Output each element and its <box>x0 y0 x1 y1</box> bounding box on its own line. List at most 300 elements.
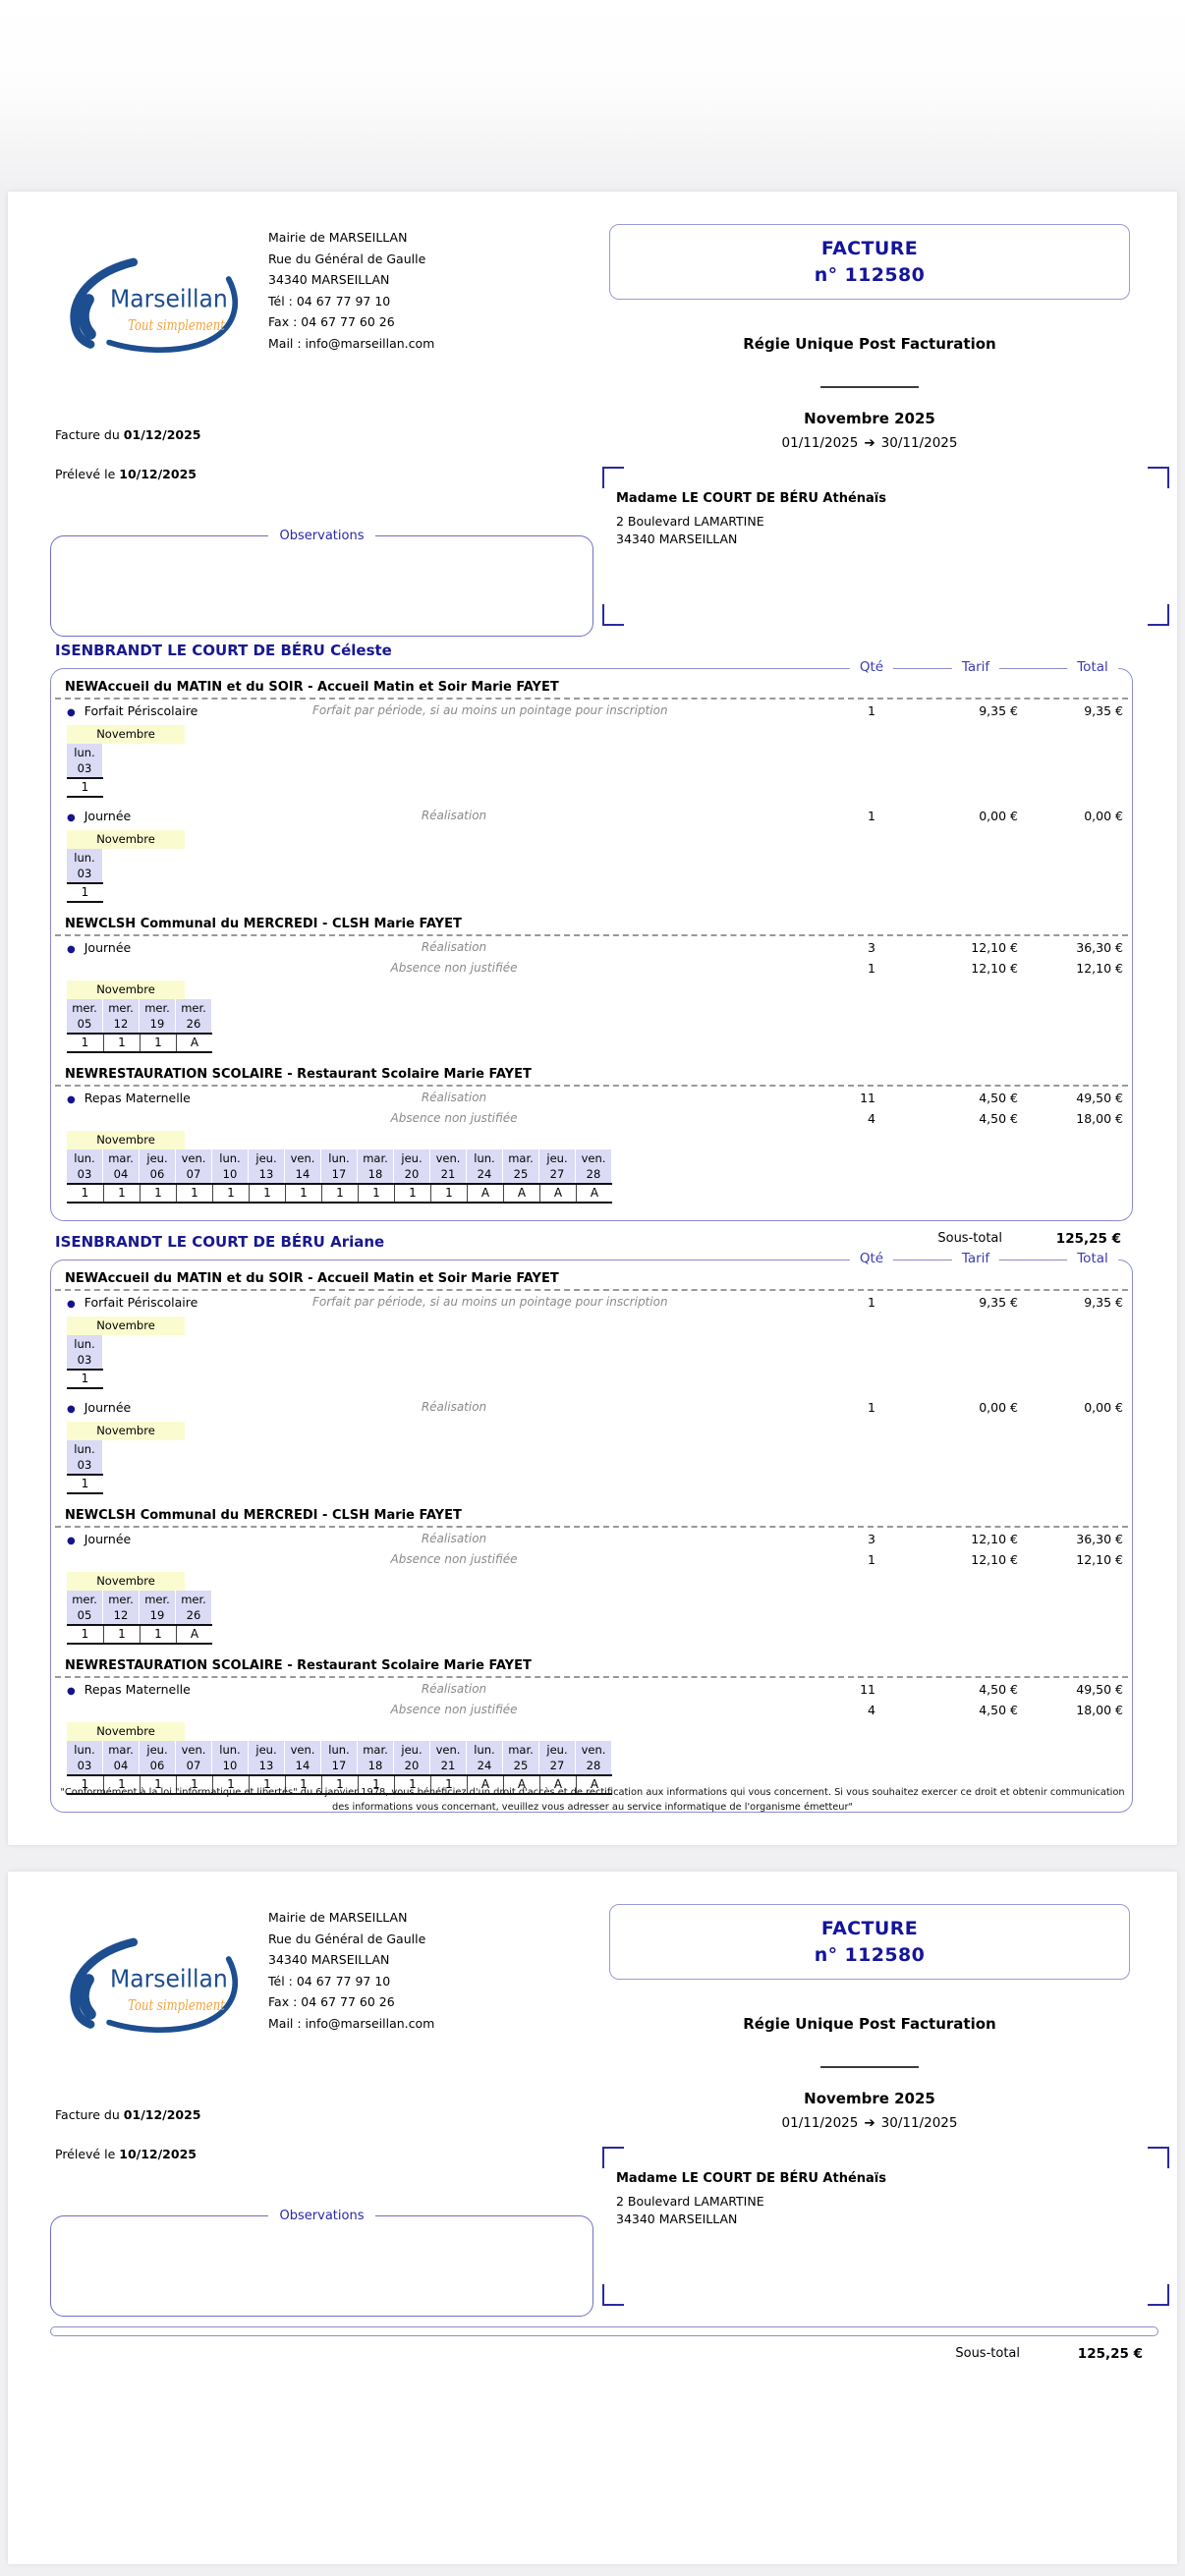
calendar-day-cell <box>140 1149 176 1183</box>
total-cell: 36,30 € <box>1076 1532 1123 1546</box>
attendance-value: 1 <box>321 1776 358 1793</box>
issuer-line: Tél : 04 67 77 97 10 <box>268 1973 391 1988</box>
background-fade <box>0 0 1185 192</box>
line-description: Absence non justifiée <box>390 1703 518 1716</box>
day-number: 17 <box>331 1759 347 1772</box>
line-description: Absence non justifiée <box>390 1552 518 1566</box>
attendance-value: A <box>467 1185 503 1202</box>
attendance-value: 1 <box>140 1035 176 1051</box>
attendance-value: 1 <box>321 1185 358 1202</box>
day-name: lun. <box>328 1743 350 1757</box>
day-name: lun. <box>74 1743 95 1757</box>
dashed-divider <box>55 934 1128 936</box>
dashed-divider <box>55 1289 1128 1291</box>
tarif-cell: 12,10 € <box>971 961 1018 976</box>
invoice-date-line <box>55 427 201 442</box>
tarif-cell: 4,50 € <box>979 1682 1018 1697</box>
attendance-value: A <box>539 1776 576 1793</box>
day-name: mer. <box>144 1001 170 1015</box>
issuer-address-block <box>268 227 434 354</box>
subtotal-label: Sous-total <box>955 2346 1020 2361</box>
period-month: Novembre 2025 <box>804 2090 935 2107</box>
recipient-address <box>616 2193 764 2228</box>
row-right-pad <box>1123 807 1134 827</box>
day-name: lun. <box>328 1151 350 1165</box>
calendar-day-cell <box>67 1741 103 1774</box>
day-name: ven. <box>435 1743 461 1757</box>
activity-name: Journée <box>84 809 132 823</box>
calendar-value-row <box>67 1185 612 1204</box>
day-name: jeu. <box>146 1743 168 1757</box>
day-number: 06 <box>149 1167 165 1181</box>
debit-date-line <box>55 2147 197 2161</box>
issuer-line: Mail : info@marseillan.com <box>268 335 435 351</box>
calendar-day-cell <box>467 1149 503 1183</box>
attendance-value: 1 <box>285 1776 321 1793</box>
day-number: 21 <box>440 1167 456 1181</box>
day-name: mer. <box>181 1593 206 1606</box>
day-number: 04 <box>113 1167 129 1181</box>
calendar-month-label: Novembre <box>67 1131 185 1149</box>
billing-table <box>50 659 1133 1221</box>
attendance-value: 1 <box>394 1776 430 1793</box>
row-right-pad <box>1123 1398 1134 1419</box>
calendar-month-label: Novembre <box>67 1572 185 1591</box>
period-end: 30/11/2025 <box>880 2115 958 2131</box>
activity-cell <box>51 1109 312 1128</box>
calendar-day-cell <box>67 1440 103 1474</box>
total-cell: 0,00 € <box>1084 1400 1123 1415</box>
attendance-value: 1 <box>176 1185 212 1202</box>
billing-table <box>50 1251 1133 1813</box>
issuer-line: Rue du Général de Gaulle <box>268 251 426 266</box>
attendance-value: A <box>503 1776 539 1793</box>
calendar-day-cell <box>212 1149 249 1183</box>
day-name: mer. <box>181 1001 206 1015</box>
day-name: jeu. <box>255 1151 277 1165</box>
day-number: 07 <box>186 1759 201 1772</box>
day-name: ven. <box>181 1743 206 1757</box>
attendance-value: 1 <box>81 1477 89 1490</box>
marseillan-logo <box>55 251 242 363</box>
day-number: 13 <box>258 1759 274 1772</box>
activity-cell <box>51 1530 312 1550</box>
attendance-value: 1 <box>249 1776 285 1793</box>
regie-title: Régie Unique Post Facturation <box>743 2015 996 2033</box>
calendar-day-cell <box>140 1741 176 1774</box>
tarif-cell: 9,35 € <box>979 1295 1018 1310</box>
activity-cell <box>51 1680 312 1701</box>
debit-date-line <box>55 467 197 481</box>
quantity-cell: 3 <box>868 940 875 955</box>
corner-bracket-bottom-left-icon <box>602 604 624 626</box>
bullet-icon: ● <box>67 1536 76 1546</box>
invoice-number-box <box>609 1904 1130 1980</box>
calendar-value-row <box>67 1476 103 1494</box>
day-number: 07 <box>186 1167 201 1181</box>
calendar-value-row <box>67 779 103 798</box>
day-name: lun. <box>74 1442 95 1456</box>
period-start: 01/11/2025 <box>781 435 859 451</box>
invoice-page-1 <box>8 192 1177 1845</box>
tarif-cell: 9,35 € <box>979 703 1018 718</box>
attendance-calendar <box>67 1422 1132 1494</box>
billing-row <box>51 701 1132 722</box>
issuer-address-block <box>268 1907 434 2034</box>
period-range <box>609 2115 1130 2131</box>
bullet-icon: ● <box>67 1404 76 1415</box>
day-number: 24 <box>477 1759 492 1772</box>
corner-bracket-top-right-icon <box>1148 2147 1169 2168</box>
activity-cell <box>51 1550 312 1569</box>
total-cell: 12,10 € <box>1076 961 1123 976</box>
day-name: mer. <box>72 1593 97 1606</box>
issuer-line: Fax : 04 67 77 60 26 <box>268 1994 395 2009</box>
recipient-street: 2 Boulevard LAMARTINE <box>616 514 764 529</box>
corner-bracket-top-right-icon <box>1148 467 1169 488</box>
attendance-value: 1 <box>81 1777 89 1791</box>
calendar-day-cell <box>103 1741 140 1774</box>
section-child-name: ISENBRANDT LE COURT DE BÉRU Céleste <box>55 642 392 659</box>
calendar-day-cell <box>576 1741 612 1774</box>
calendar-day-cell <box>285 1149 321 1183</box>
billing-row <box>51 1109 1132 1128</box>
calendar-value-row <box>67 1035 212 1053</box>
attendance-value: 1 <box>212 1185 249 1202</box>
section-child-name: ISENBRANDT LE COURT DE BÉRU Ariane <box>55 1233 385 1251</box>
tarif-cell: 0,00 € <box>979 809 1018 823</box>
day-name: mer. <box>108 1001 134 1015</box>
calendar-month-label: Novembre <box>67 1316 185 1335</box>
day-number: 03 <box>77 1759 92 1772</box>
calendar-day-cell <box>67 1591 103 1624</box>
day-name: jeu. <box>401 1743 423 1757</box>
activity-name: Journée <box>84 940 132 955</box>
invoice-date-label: Facture du <box>55 2107 120 2122</box>
attendance-value: 1 <box>81 1627 89 1641</box>
bullet-icon: ● <box>67 1094 76 1105</box>
tarif-cell: 12,10 € <box>971 940 1018 955</box>
bullet-icon: ● <box>67 1686 76 1697</box>
day-name: mar. <box>108 1151 134 1165</box>
issuer-line: Mairie de MARSEILLAN <box>268 1910 408 1925</box>
attendance-value: 1 <box>430 1776 467 1793</box>
attendance-value: 1 <box>81 780 89 794</box>
day-number: 03 <box>77 1458 92 1472</box>
day-number: 06 <box>149 1759 165 1772</box>
calendar-day-cell <box>358 1149 394 1183</box>
debit-date-value: 10/12/2025 <box>119 467 197 481</box>
corner-bracket-bottom-right-icon <box>1148 2284 1169 2306</box>
calendar-day-cell <box>67 1335 103 1369</box>
issuer-line: Fax : 04 67 77 60 26 <box>268 314 395 329</box>
day-name: lun. <box>74 746 95 759</box>
billing-section <box>50 1233 1133 1813</box>
empty-table-divider <box>50 2326 1158 2336</box>
divider <box>820 2066 919 2068</box>
issuer-line: 34340 MARSEILLAN <box>268 272 390 287</box>
recipient-street: 2 Boulevard LAMARTINE <box>616 2194 764 2209</box>
day-number: 18 <box>367 1759 383 1772</box>
billing-row <box>51 1530 1132 1550</box>
day-number: 14 <box>295 1167 310 1181</box>
recipient-address-block <box>602 467 1169 626</box>
attendance-value: 1 <box>430 1185 467 1202</box>
day-name: jeu. <box>546 1151 568 1165</box>
calendar-day-row <box>67 1440 103 1476</box>
line-description: Réalisation <box>421 1532 487 1545</box>
column-header-tarif: Tarif <box>952 1251 999 1266</box>
line-description: Réalisation <box>421 1091 487 1104</box>
attendance-value: A <box>576 1185 612 1202</box>
line-description: Réalisation <box>421 1682 487 1696</box>
row-right-pad <box>1123 701 1134 722</box>
day-number: 04 <box>113 1759 129 1772</box>
attendance-value: 1 <box>103 1035 140 1051</box>
svg-text:Marseillan: Marseillan <box>110 284 228 313</box>
day-name: lun. <box>74 1337 95 1351</box>
day-number: 12 <box>113 1608 129 1622</box>
calendar-day-cell <box>576 1149 612 1183</box>
quantity-cell: 1 <box>868 703 875 718</box>
dashed-divider <box>55 698 1128 700</box>
activity-cell <box>51 959 312 978</box>
bullet-icon: ● <box>67 944 76 955</box>
attendance-value: 1 <box>140 1185 176 1202</box>
corner-bracket-bottom-right-icon <box>1148 604 1169 626</box>
issuer-line: Tél : 04 67 77 97 10 <box>268 293 391 308</box>
period-range <box>609 435 1130 451</box>
attendance-value: A <box>176 1035 212 1051</box>
calendar-day-cell <box>467 1741 503 1774</box>
attendance-calendar <box>67 830 1132 903</box>
invoice-title: FACTURE <box>820 238 919 259</box>
observations-box <box>50 529 593 637</box>
recipient-address-block <box>602 2147 1169 2306</box>
total-cell: 9,35 € <box>1084 1295 1123 1310</box>
total-cell: 9,35 € <box>1084 703 1123 718</box>
attendance-value: A <box>467 1776 503 1793</box>
day-number: 13 <box>258 1167 274 1181</box>
calendar-day-cell <box>394 1741 430 1774</box>
calendar-day-cell <box>103 1149 140 1183</box>
invoice-title: FACTURE <box>820 1918 919 1939</box>
billing-row <box>51 1089 1132 1109</box>
day-number: 25 <box>513 1759 529 1772</box>
day-name: jeu. <box>401 1151 423 1165</box>
calendar-day-cell <box>503 1149 539 1183</box>
attendance-value: 1 <box>285 1185 321 1202</box>
svg-text:Tout simplement: Tout simplement <box>128 1996 226 2015</box>
calendar-day-cell <box>140 999 176 1033</box>
calendar-day-cell <box>176 1741 212 1774</box>
issuer-line: 34340 MARSEILLAN <box>268 1952 390 1967</box>
attendance-value: 1 <box>140 1626 176 1643</box>
day-number: 19 <box>149 1017 165 1031</box>
arrow-right-icon: ➔ <box>864 2115 875 2131</box>
day-name: mer. <box>72 1001 97 1015</box>
bullet-icon: ● <box>67 1299 76 1310</box>
attendance-value: 1 <box>394 1185 430 1202</box>
calendar-day-row <box>67 1335 103 1371</box>
invoice-number-box <box>609 224 1130 300</box>
calendar-day-cell <box>394 1149 430 1183</box>
day-number: 24 <box>477 1167 492 1181</box>
day-name: lun. <box>474 1151 495 1165</box>
quantity-cell: 1 <box>868 1295 875 1310</box>
calendar-day-row <box>67 1741 612 1776</box>
activity-group-title: NEWCLSH Communal du MERCREDI - CLSH Marie FAYET <box>65 1508 462 1523</box>
row-right-pad <box>1123 1109 1134 1128</box>
calendar-day-row <box>67 849 103 884</box>
calendar-day-cell <box>212 1741 249 1774</box>
attendance-calendar <box>67 1572 1132 1645</box>
issuer-line: Mairie de MARSEILLAN <box>268 230 408 245</box>
day-number: 10 <box>222 1167 238 1181</box>
issuer-line: Rue du Général de Gaulle <box>268 1931 426 1946</box>
day-number: 10 <box>222 1759 238 1772</box>
attendance-value: A <box>576 1776 612 1793</box>
recipient-name: Madame LE COURT DE BÉRU Athénaïs <box>616 491 886 506</box>
dashed-divider <box>55 1085 1128 1087</box>
attendance-value: 1 <box>81 1036 89 1049</box>
calendar-month-label: Novembre <box>67 725 185 744</box>
line-description: Réalisation <box>421 940 487 954</box>
total-cell: 49,50 € <box>1076 1091 1123 1105</box>
invoice-date-value: 01/12/2025 <box>123 2107 201 2122</box>
day-name: lun. <box>219 1743 241 1757</box>
final-subtotal-row <box>50 2346 1158 2366</box>
day-name: ven. <box>581 1743 606 1757</box>
recipient-address <box>616 513 764 548</box>
day-number: 25 <box>513 1167 529 1181</box>
activity-cell <box>51 807 312 827</box>
day-number: 21 <box>440 1759 456 1772</box>
calendar-day-cell <box>67 999 103 1033</box>
row-right-pad <box>1123 938 1134 959</box>
day-number: 20 <box>404 1759 420 1772</box>
attendance-value: 1 <box>249 1185 285 1202</box>
invoice-header <box>8 192 1177 467</box>
quantity-cell: 3 <box>868 1532 875 1546</box>
attendance-value: 1 <box>81 1372 89 1385</box>
day-number: 28 <box>586 1759 601 1772</box>
attendance-calendar <box>67 1722 1132 1795</box>
day-name: mar. <box>508 1743 534 1757</box>
attendance-value: 1 <box>358 1185 394 1202</box>
attendance-value: 1 <box>212 1776 249 1793</box>
quantity-cell: 11 <box>860 1682 875 1697</box>
day-number: 17 <box>331 1167 347 1181</box>
calendar-day-cell <box>67 744 103 777</box>
dashed-divider <box>55 1526 1128 1528</box>
svg-text:Marseillan: Marseillan <box>110 1964 228 1993</box>
calendar-day-cell <box>176 1149 212 1183</box>
calendar-day-cell <box>67 849 103 882</box>
debit-date-value: 10/12/2025 <box>119 2147 197 2161</box>
subtotal-value: 125,25 € <box>1055 1231 1121 1247</box>
day-name: jeu. <box>546 1743 568 1757</box>
total-cell: 36,30 € <box>1076 940 1123 955</box>
calendar-day-cell <box>503 1741 539 1774</box>
activity-cell <box>51 1089 312 1109</box>
day-name: ven. <box>290 1743 315 1757</box>
recipient-city: 34340 MARSEILLAN <box>616 532 738 546</box>
total-cell: 0,00 € <box>1084 809 1123 823</box>
tarif-cell: 12,10 € <box>971 1532 1018 1546</box>
day-name: lun. <box>74 851 95 865</box>
quantity-cell: 11 <box>860 1091 875 1105</box>
attendance-calendar <box>67 980 1132 1053</box>
calendar-day-cell <box>321 1741 358 1774</box>
invoice-page-2 <box>8 1872 1177 2564</box>
day-name: ven. <box>581 1151 606 1165</box>
attendance-calendar <box>67 1131 1132 1204</box>
tarif-cell: 0,00 € <box>979 1400 1018 1415</box>
row-right-pad <box>1123 1680 1134 1701</box>
invoice-date-label: Facture du <box>55 427 120 442</box>
tarif-cell: 12,10 € <box>971 1552 1018 1567</box>
attendance-value: 1 <box>103 1626 140 1643</box>
issuer-line: Mail : info@marseillan.com <box>268 2015 435 2031</box>
recipient-city: 34340 MARSEILLAN <box>616 2212 738 2226</box>
tarif-cell: 4,50 € <box>979 1091 1018 1105</box>
invoice-number: n° 112580 <box>814 264 926 286</box>
activity-cell <box>51 1701 312 1719</box>
calendar-day-cell <box>430 1149 467 1183</box>
calendar-month-label: Novembre <box>67 1722 185 1741</box>
row-right-pad <box>1123 1089 1134 1109</box>
activity-name: Repas Maternelle <box>84 1682 191 1697</box>
day-number: 05 <box>77 1017 92 1031</box>
quantity-cell: 1 <box>868 1400 875 1415</box>
line-description: Absence non justifiée <box>390 1111 518 1125</box>
day-number: 03 <box>77 1167 92 1181</box>
day-name: lun. <box>219 1151 241 1165</box>
day-number: 20 <box>404 1167 420 1181</box>
calendar-day-cell <box>103 1591 140 1624</box>
calendar-day-cell <box>430 1741 467 1774</box>
activity-name: Journée <box>84 1400 132 1415</box>
calendar-day-cell <box>249 1149 285 1183</box>
column-header-qty: Qté <box>850 1251 893 1266</box>
billing-row <box>51 807 1132 827</box>
day-name: jeu. <box>146 1151 168 1165</box>
day-number: 26 <box>186 1608 201 1622</box>
day-number: 03 <box>77 867 92 880</box>
billing-row <box>51 1550 1132 1569</box>
activity-group-title: NEWAccueil du MATIN et du SOIR - Accueil Matin et Soir Marie FAYET <box>65 680 559 695</box>
period-start: 01/11/2025 <box>781 2115 859 2131</box>
subtotal-value: 125,25 € <box>1077 2346 1143 2362</box>
calendar-month-label: Novembre <box>67 980 185 999</box>
billing-row <box>51 1701 1132 1719</box>
row-right-pad <box>1123 959 1134 978</box>
day-name: mar. <box>363 1151 388 1165</box>
row-right-pad <box>1123 1293 1134 1314</box>
attendance-value: A <box>539 1185 576 1202</box>
total-cell: 18,00 € <box>1076 1111 1123 1126</box>
activity-group-title: NEWCLSH Communal du MERCREDI - CLSH Marie FAYET <box>65 917 462 931</box>
line-description: Forfait par période, si au moins un pointage pour inscription <box>312 1295 668 1309</box>
attendance-value: 1 <box>358 1776 394 1793</box>
day-name: lun. <box>74 1151 95 1165</box>
calendar-month-label: Novembre <box>67 830 185 849</box>
activity-group-title: NEWAccueil du MATIN et du SOIR - Accueil Matin et Soir Marie FAYET <box>65 1271 559 1286</box>
day-number: 19 <box>149 1608 165 1622</box>
activity-cell <box>51 1293 312 1314</box>
recipient-name: Madame LE COURT DE BÉRU Athénaïs <box>616 2171 886 2186</box>
